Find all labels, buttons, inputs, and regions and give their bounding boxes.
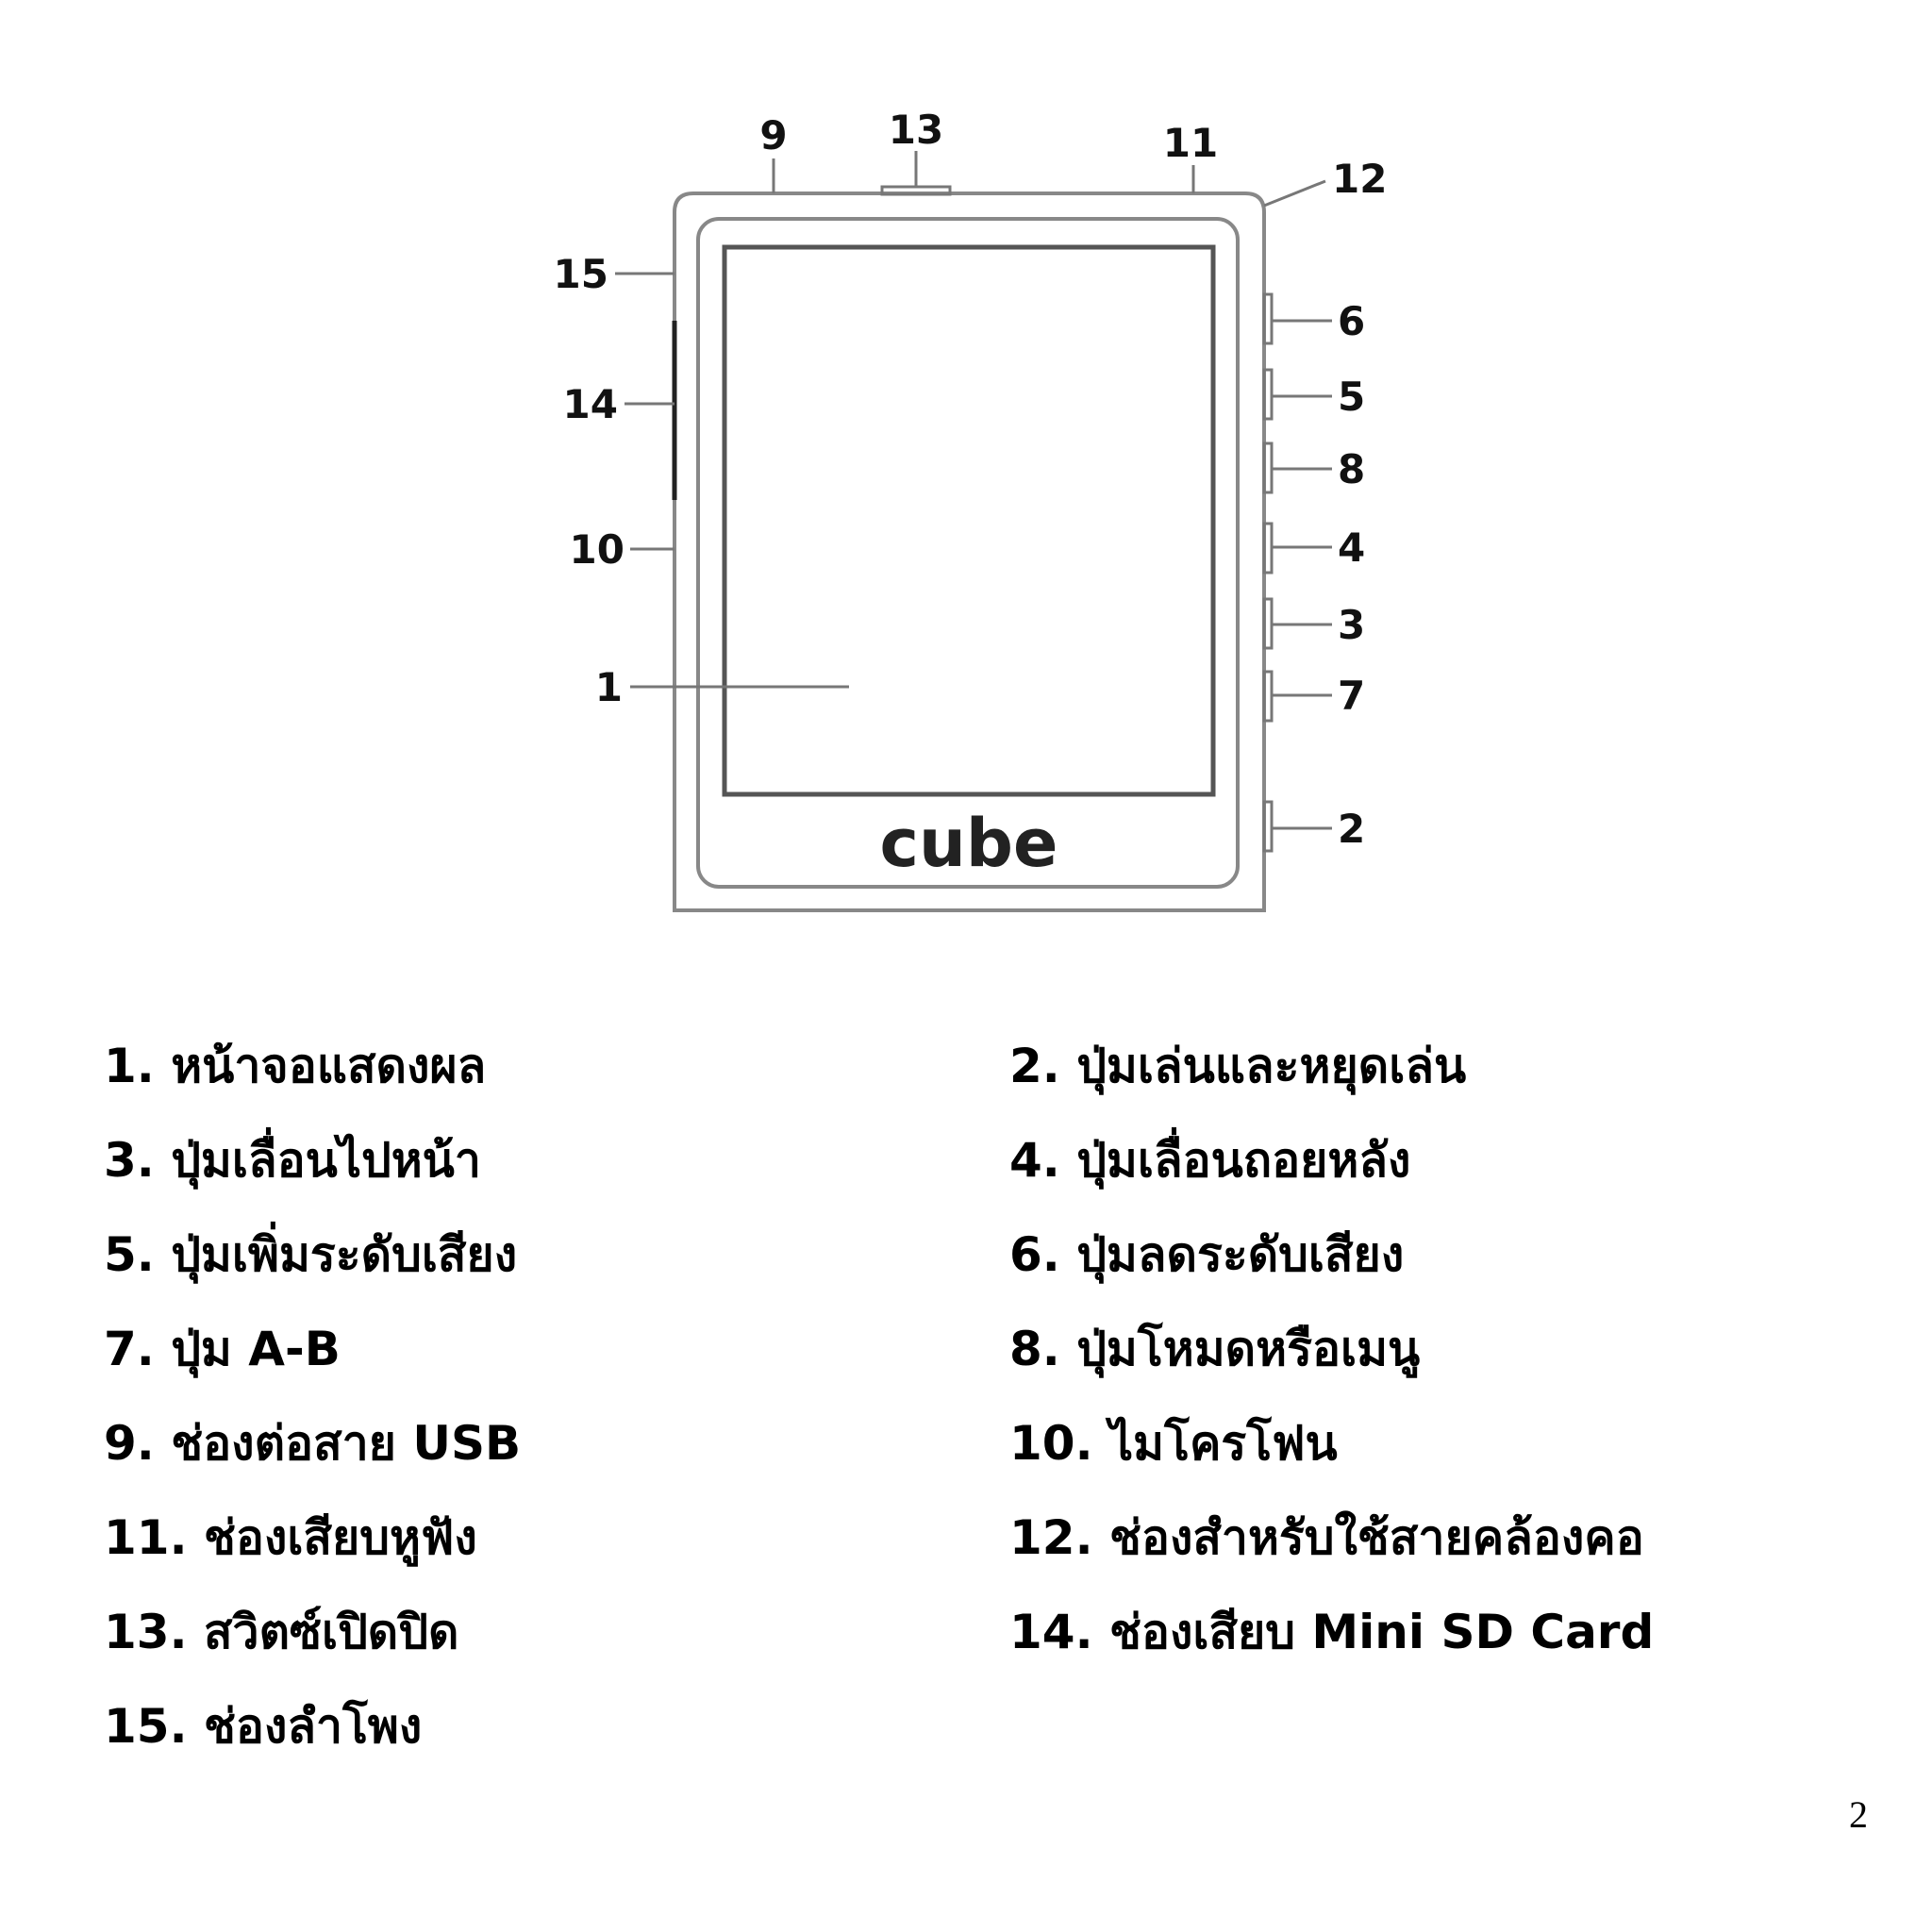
legend-item-9: 9. ช่องต่อสาย USB bbox=[104, 1416, 522, 1471]
legend-item-10: 10. ไมโครโฟน bbox=[1009, 1416, 1338, 1471]
callout-14: 14 bbox=[562, 381, 618, 427]
callout-13: 13 bbox=[888, 107, 944, 153]
side-button-8 bbox=[1264, 443, 1272, 492]
side-button-2 bbox=[1264, 802, 1272, 851]
page-number: 2 bbox=[1849, 1793, 1868, 1836]
callout-7: 7 bbox=[1338, 673, 1366, 719]
legend-item-6: 6. ปุ่มลดระดับเสียง bbox=[1009, 1227, 1405, 1282]
parts-legend bbox=[104, 1019, 1896, 1774]
callout-5: 5 bbox=[1338, 374, 1366, 420]
legend-item-11: 11. ช่องเสียบหูฟัง bbox=[104, 1510, 477, 1565]
callout-9: 9 bbox=[759, 112, 788, 158]
side-button-5 bbox=[1264, 370, 1272, 419]
legend-item-1: 1. หน้าจอแสดงผล bbox=[104, 1039, 487, 1093]
legend-item-7: 7. ปุ่ม A-B bbox=[104, 1322, 341, 1376]
device-bezel bbox=[698, 219, 1238, 887]
callout-4: 4 bbox=[1338, 525, 1366, 571]
callout-3: 3 bbox=[1338, 602, 1366, 648]
side-button-6 bbox=[1264, 294, 1272, 343]
legend-item-15: 15. ช่องลำโพง bbox=[104, 1699, 423, 1754]
legend-item-13: 13. สวิตซ์เปิดปิด bbox=[104, 1605, 459, 1659]
callout-6: 6 bbox=[1338, 298, 1366, 344]
device-body bbox=[675, 193, 1264, 910]
legend-item-2: 2. ปุ่มเล่นและหยุดเล่น bbox=[1009, 1039, 1467, 1093]
legend-item-8: 8. ปุ่มโหมดหรือเมนู bbox=[1009, 1322, 1421, 1376]
device-diagram bbox=[0, 0, 1932, 943]
callout-15: 15 bbox=[553, 251, 608, 297]
legend-item-4: 4. ปุ่มเลื่อนถอยหลัง bbox=[1009, 1133, 1411, 1188]
callout-1: 1 bbox=[594, 664, 623, 710]
cube-logo: cube bbox=[879, 805, 1058, 882]
legend-item-3: 3. ปุ่มเลื่อนไปหน้า bbox=[104, 1133, 481, 1188]
callout-8: 8 bbox=[1338, 446, 1366, 492]
device-outline bbox=[0, 0, 1932, 943]
device-screen bbox=[724, 247, 1213, 794]
legend-item-5: 5. ปุ่มเพิ่มระดับเสียง bbox=[104, 1227, 518, 1282]
side-button-4 bbox=[1264, 524, 1272, 573]
callout-11: 11 bbox=[1162, 120, 1219, 166]
side-button-7 bbox=[1264, 672, 1272, 721]
power-switch bbox=[882, 187, 950, 194]
side-button-3 bbox=[1264, 599, 1272, 648]
callout-12: 12 bbox=[1332, 156, 1388, 202]
legend-item-14: 14. ช่องเสียบ Mini SD Card bbox=[1009, 1605, 1655, 1659]
legend-item-12: 12. ช่องสำหรับใช้สายคล้องคอ bbox=[1009, 1510, 1644, 1565]
callout-10: 10 bbox=[569, 526, 625, 573]
callout-2: 2 bbox=[1338, 806, 1366, 852]
